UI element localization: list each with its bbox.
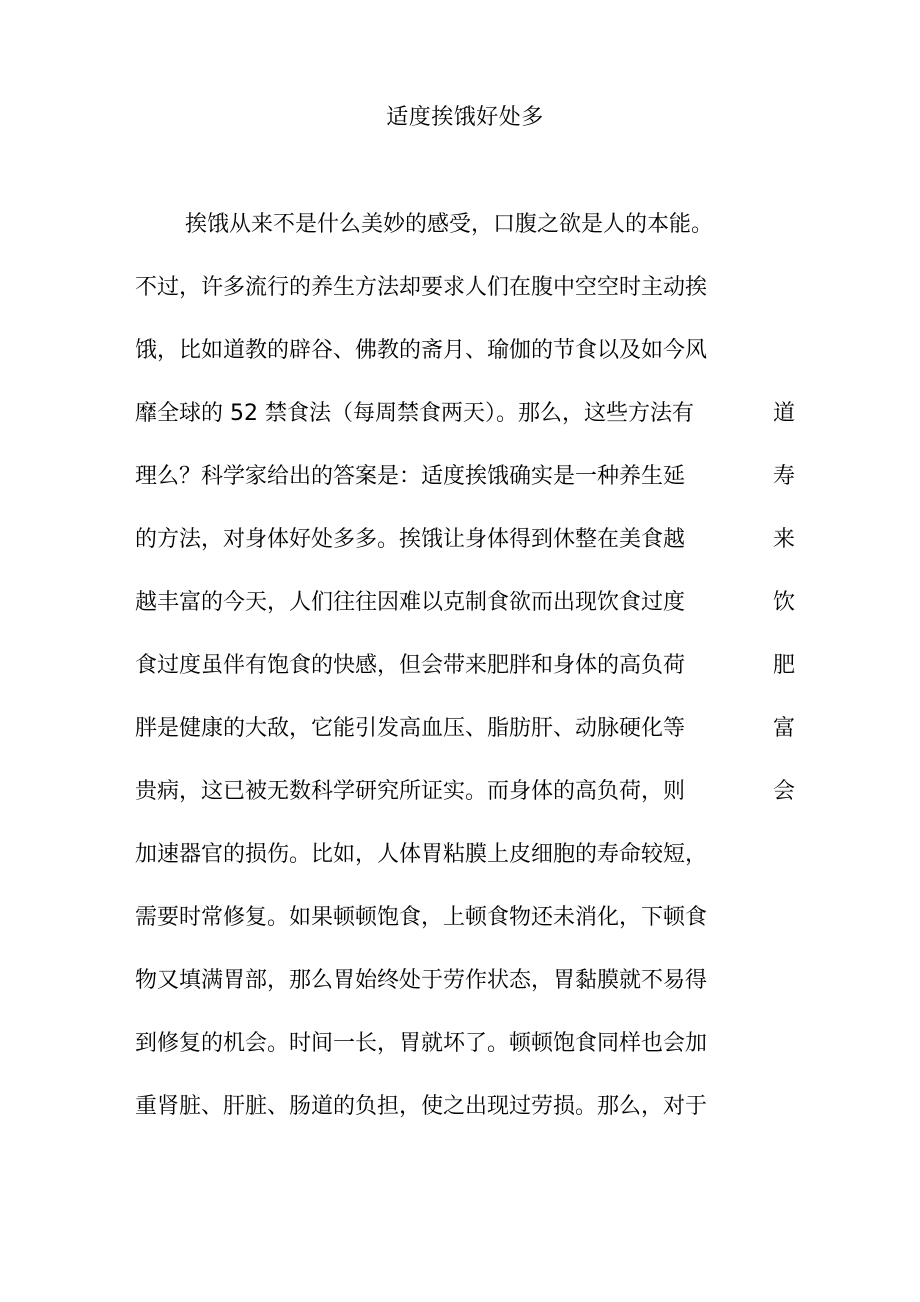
text-line-main: 重肾脏、肝脏、肠道的负担，使之出现过劳损。那么，对于 (135, 1094, 708, 1119)
text-line (135, 520, 795, 583)
text-line-main: 到修复的机会。时间一长，胃就坏了。顿顿饱食同样也会加 (135, 1031, 708, 1056)
document-body (135, 205, 795, 1150)
text-line-main: 理么？科学家给出的答案是：适度挨饿确实是一种养生延 (135, 464, 686, 489)
text-line (135, 898, 795, 961)
text-line-main: 加速器官的损伤。比如，人体胃粘膜上皮细胞的寿命较短， (135, 842, 708, 867)
text-line (135, 1087, 795, 1150)
text-line (135, 709, 795, 772)
text-line-main: 物又填满胃部，那么胃始终处于劳作状态，胃黏膜就不易得 (135, 968, 708, 993)
text-line (135, 961, 795, 1024)
text-line-main: 食过度虽伴有饱食的快感，但会带来肥胖和身体的高负荷 (135, 653, 686, 678)
text-line-main: 需要时常修复。如果顿顿饱食，上顿食物还未消化，下顿食 (135, 905, 708, 930)
text-line-main: 不过，许多流行的养生方法却要求人们在腹中空空时主动挨 (135, 275, 708, 300)
text-line (135, 331, 795, 394)
text-line-tail: 肥 (772, 653, 795, 678)
text-line-main: 胖是健康的大敌，它能引发高血压、脂肪肝、动脉硬化等 (135, 716, 686, 741)
text-line (135, 394, 795, 457)
document-title: 适度挨饿好处多 (386, 105, 544, 130)
text-line-tail: 寿 (772, 464, 795, 489)
text-line (135, 772, 795, 835)
text-line-tail: 饮 (772, 590, 795, 615)
text-line-tail: 富 (772, 716, 795, 741)
text-line (135, 457, 795, 520)
text-line-main: 靡全球的 52 禁食法（每周禁食两天）。那么，这些方法有 (135, 401, 694, 426)
text-line (135, 268, 795, 331)
text-line (135, 835, 795, 898)
text-line (135, 205, 795, 268)
text-line-main: 贵病，这已被无数科学研究所证实。而身体的高负荷，则 (135, 779, 686, 804)
text-line-main: 饿，比如道教的辟谷、佛教的斋月、瑜伽的节食以及如今风 (135, 338, 708, 363)
text-line-tail: 道 (772, 401, 795, 426)
text-line-tail: 会 (772, 779, 795, 804)
text-line-tail: 来 (772, 527, 795, 552)
text-line-main: 越丰富的今天，人们往往因难以克制食欲而出现饮食过度 (135, 590, 686, 615)
text-line (135, 1024, 795, 1087)
text-line-main: 的方法，对身体好处多多。挨饿让身体得到休整在美食越 (135, 527, 686, 552)
text-line-main: 挨饿从来不是什么美妙的感受，口腹之欲是人的本能。 (185, 212, 714, 237)
text-line (135, 583, 795, 646)
text-line (135, 646, 795, 709)
